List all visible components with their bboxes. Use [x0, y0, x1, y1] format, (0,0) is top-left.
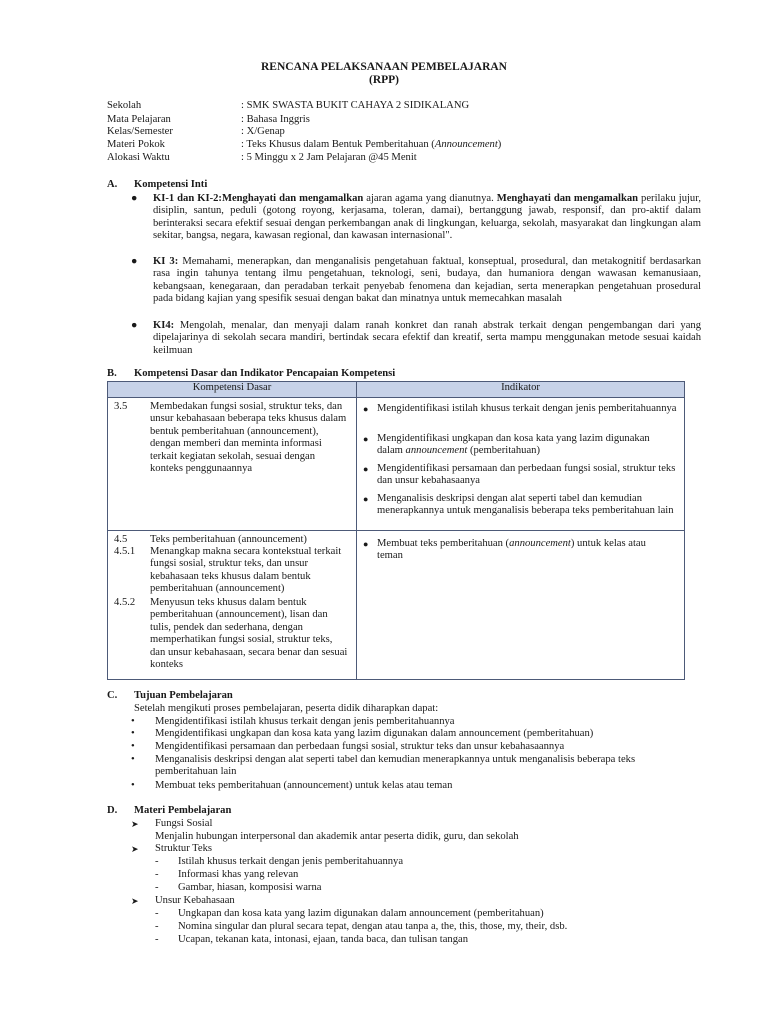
document-subtitle: (RPP) — [368, 74, 399, 86]
ki-text: ajaran agama yang dianutnya. — [363, 193, 497, 204]
bullet-icon: • — [131, 741, 135, 752]
indicator-text-part: (pemberitahuan) — [467, 445, 540, 457]
materi-heading: Struktur Teks — [155, 843, 213, 854]
kd-number: 3.5 — [114, 401, 128, 412]
identity-value-text: : Teks Khusus dalam Bentuk Pemberitahuan ( — [241, 139, 435, 150]
identity-value-italic: Announcement — [434, 139, 498, 150]
identity-value: : SMK SWASTA BUKIT CAHAYA 2 SIDIKALANG — [241, 100, 470, 111]
kd-number: 4.5 — [114, 534, 128, 545]
section-title: Kompetensi Dasar dan Indikator Pencapaian Kompetensi — [134, 368, 396, 379]
kd-text: Menangkap makna secara kontekstual terkait fungsi sosial, struktur teks, dan unsur kebahasaan teks khusus dalam bentuk pemberitahuan (announcement) — [150, 546, 342, 595]
indicator-text — [377, 433, 677, 458]
bullet-icon: • — [131, 754, 135, 765]
identity-label: Materi Pokok — [107, 139, 165, 150]
identity-label: Mata Pelajaran — [107, 114, 171, 125]
bullet-icon: ● — [131, 320, 138, 331]
section-letter: A. — [107, 179, 118, 190]
kd-text: Menyusun teks khusus dalam bentuk pemberitahuan (announcement), lisan dan tulis, pendek dan sederhana, dengan memperhatikan fungsi sosial, struktur teks, dan unsur kebahasaan, secara benar dan sesuai konteks — [150, 597, 348, 671]
table-cell-kd — [108, 398, 357, 531]
bullet-icon: ● — [363, 464, 369, 474]
tujuan-text: Mengidentifikasi ungkapan dan kosa kata yang lazim digunakan dalam announcement (pemberitahuan) — [155, 728, 594, 739]
identity-value: : 5 Minggu x 2 Jam Pelajaran @45 Menit — [241, 152, 417, 163]
indicator-italic: announcement — [405, 445, 468, 457]
ki-text: perilaku jujur, disiplin, santun, peduli (gotong royong, kerjasama, toleran, damai), bertanggung jawab, responsif, dan pro-aktif dalam berinteraksi secara efektif sesuai dengan perkembangan anak di lingkungan, keluarga, sekolah, masyarakat dan lingkungan alam sekitar, bangsa, negara, kawasan regional, dan kawasan internasional". — [153, 193, 701, 242]
bullet-icon: ● — [363, 404, 369, 414]
dash-bullet: - — [155, 934, 159, 945]
arrow-bullet-icon: ➤ — [131, 896, 139, 906]
tujuan-text: Mengidentifikasi persamaan dan perbedaan fungsi sosial, struktur teks dan unsur kebahasaannya — [155, 741, 565, 752]
struktur-item-text: Istilah khusus terkait dengan jenis pemberitahuannya — [178, 856, 404, 867]
identity-value: : Bahasa Inggris — [241, 114, 310, 125]
identity-label: Sekolah — [107, 100, 142, 111]
ki-bold: KI 3: — [153, 256, 179, 267]
ki-3-text — [153, 256, 701, 306]
indicator-text-part: Mengidentifikasi ungkapan dan kosa kata yang lazim digunakan dalam — [377, 433, 650, 457]
dash-bullet: - — [155, 856, 159, 867]
table-row — [108, 531, 685, 680]
struktur-item-text: Informasi khas yang relevan — [178, 869, 299, 880]
indicator-text-part: Mengidentifikasi persamaan dan perbedaan fungsi sosial, struktur teks dan unsur kebahasaanya — [377, 463, 676, 487]
bullet-icon: ● — [363, 494, 369, 504]
unsur-item-text: Ucapan, tekanan kata, intonasi, ejaan, tanda baca, dan tulisan tangan — [178, 934, 469, 945]
tujuan-text: Membuat teks pemberitahuan (announcement) untuk kelas atau teman — [155, 780, 453, 791]
indicator-text-part: Membuat teks pemberitahuan ( — [377, 538, 510, 549]
bullet-icon: • — [131, 780, 135, 791]
materi-heading: Fungsi Sosial — [155, 818, 213, 829]
indicator-text — [377, 403, 677, 415]
unsur-item-text: Ungkapan dan kosa kata yang lazim digunakan dalam announcement (pemberitahuan) — [178, 908, 544, 919]
dash-bullet: - — [155, 869, 159, 880]
identity-label: Kelas/Semester — [107, 126, 173, 137]
ki-1-2-text — [153, 193, 701, 243]
identity-value: : X/Genap — [241, 126, 285, 137]
indicator-text-part: Mengidentifikasi istilah khusus terkait dengan jenis pemberitahuannya — [377, 403, 677, 414]
unsur-item-text: Nomina singular dan plural secara tepat, dengan atau tanpa a, the, this, those, my, their, dsb. — [178, 921, 568, 932]
kd-text: Teks pemberitahuan (announcement) — [150, 534, 307, 545]
identity-value-text: ) — [497, 139, 502, 150]
document-title: RENCANA PELAKSANAAN PEMBELAJARAN — [261, 61, 507, 73]
kd-number: 4.5.2 — [114, 597, 136, 608]
table-cell-kd — [108, 531, 357, 680]
tujuan-intro: Setelah mengikuti proses pembelajaran, peserta didik diharapkan dapat: — [134, 703, 439, 714]
ki-bold: Menghayati dan mengamalkan — [496, 193, 639, 204]
dash-bullet: - — [155, 921, 159, 932]
kd-text: Membedakan fungsi sosial, struktur teks, dan unsur kebahasaan beberapa teks khusus dalam bentuk pemberitahuan (announcement), dengan memberi dan meminta informasi terkait kegiatan sekolah, sesuai dengan konteks penggunaannya — [150, 401, 347, 475]
table-header-row — [108, 382, 685, 398]
materi-heading: Unsur Kebahasaan — [155, 895, 235, 906]
table-cell-indikator — [357, 398, 685, 531]
bullet-icon: ● — [131, 256, 138, 267]
arrow-bullet-icon: ➤ — [131, 844, 139, 854]
bullet-icon: • — [131, 716, 135, 727]
indicator-text — [377, 538, 667, 563]
section-title: Tujuan Pembelajaran — [134, 690, 233, 701]
table-header-indikator: Indikator — [357, 382, 685, 398]
ki-text: Mengolah, menalar, dan menyaji dalam ranah konkret dan ranah abstrak terkait dengan pengembangan dari yang dipelajarinya di sekolah secara mandiri, bertindak secara efektif dan kreatif, serta mampu menggunakan metode sesuai kaidah keilmuan — [153, 320, 701, 356]
fungsi-sosial-desc: Menjalin hubungan interpersonal dan akademik antar peserta didik, guru, dan sekolah — [155, 831, 519, 842]
section-title: Kompetensi Inti — [134, 179, 208, 190]
section-letter: D. — [107, 805, 118, 816]
indicator-italic: announcement — [509, 538, 571, 549]
dash-bullet: - — [155, 908, 159, 919]
bullet-icon: ● — [363, 434, 369, 444]
section-letter: B. — [107, 368, 117, 379]
section-letter: C. — [107, 690, 118, 701]
section-title: Materi Pembelajaran — [134, 805, 232, 816]
identity-value — [241, 139, 501, 151]
kd-indikator-table — [107, 381, 685, 680]
dash-bullet: - — [155, 882, 159, 893]
table-row — [108, 398, 685, 531]
arrow-bullet-icon: ➤ — [131, 819, 139, 829]
indicator-text-part: ) untuk kelas atau teman — [377, 538, 646, 562]
indicator-text — [377, 493, 677, 518]
identity-label: Alokasi Waktu — [107, 152, 170, 163]
indicator-text-part: Menganalisis deskripsi dengan alat seperti tabel dan kemudian menerapkannya untuk menganalisis beberapa teks pemberitahuan lain — [377, 493, 674, 517]
bullet-icon: ● — [131, 193, 138, 204]
bullet-icon: ● — [363, 539, 369, 549]
struktur-item-text: Gambar, hiasan, komposisi warna — [178, 882, 322, 893]
ki-bold: KI-1 dan KI-2:Menghayati dan mengamalkan — [153, 193, 364, 204]
ki-text: Memahami, menerapkan, dan menganalisis pengetahuan faktual, konseptual, prosedural, dan metakognitif berdasarkan rasa ingin tahunya tentang ilmu pengetahuan, teknologi, seni, budaya, dan humaniora dengan wawasan kemanusiaan, kebangsaan, kenegaraan, dan peradaban terkait penyebab fenomena dan kejadian, serta menerapkan pengetahuan prosedural pada bidang kajian yang spesifik sesuai dengan bakat dan minatnya untuk memecahkan masalah — [153, 256, 701, 305]
ki-4-text — [153, 320, 701, 357]
ki-bold: KI4: — [153, 320, 175, 331]
kd-number: 4.5.1 — [114, 546, 136, 557]
indicator-text — [377, 463, 677, 488]
tujuan-text: Mengidentifikasi istilah khusus terkait dengan jenis pemberitahuannya — [155, 716, 455, 727]
table-header-kompetensi-dasar: Kompetensi Dasar — [108, 382, 357, 398]
tujuan-text: Menganalisis deskripsi dengan alat seperti tabel dan kemudian menerapkannya untuk menganalisis beberapa teks pemberitahuan lain — [155, 754, 636, 778]
bullet-icon: • — [131, 728, 135, 739]
table-cell-indikator — [357, 531, 685, 680]
